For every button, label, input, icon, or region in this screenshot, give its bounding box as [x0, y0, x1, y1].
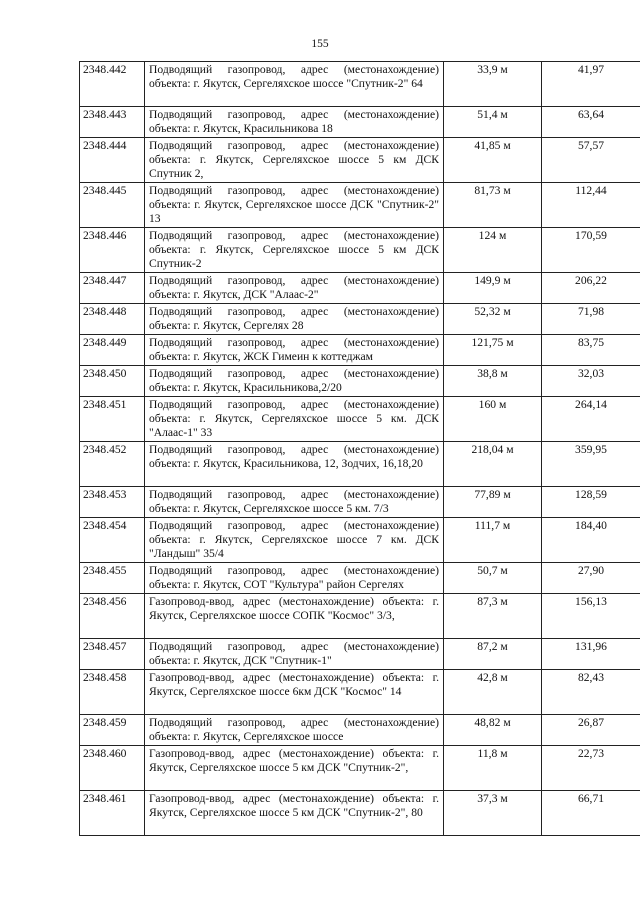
row-description: Подводящий газопровод, адрес (местонахождение) объекта: г. Якутск, Красильникова,2/20: [145, 366, 444, 397]
row-description: Подводящий газопровод, адрес (местонахождение) объекта: г. Якутск, ДСК "Спутник-1": [145, 639, 444, 670]
row-description: Подводящий газопровод, адрес (местонахождение) объекта: г. Якутск, Красильникова, 12, Зодчих, 16,18,20: [145, 442, 444, 487]
row-description: Подводящий газопровод, адрес (местонахождение) объекта: г. Якутск, ДСК "Алаас-2": [145, 273, 444, 304]
row-id: 2348.459: [80, 715, 145, 746]
row-description: Подводящий газопровод, адрес (местонахождение) объекта: г. Якутск, Сергеляхское шоссе 5 км ДСК Спутник-2: [145, 228, 444, 273]
row-value: 128,59: [542, 487, 640, 518]
row-value: 112,44: [542, 183, 640, 228]
row-length: 41,85 м: [444, 138, 542, 183]
row-length: 111,7 м: [444, 518, 542, 563]
page-number: 155: [311, 38, 329, 50]
table-row: [80, 563, 640, 594]
table-row: [80, 273, 640, 304]
row-description: Подводящий газопровод, адрес (местонахождение) объекта: г. Якутск, Сергеляхское шоссе: [145, 715, 444, 746]
row-length: 124 м: [444, 228, 542, 273]
row-id: 2348.460: [80, 746, 145, 791]
row-description: Подводящий газопровод, адрес (местонахождение) объекта: г. Якутск, СОТ "Культура" район Сергелях: [145, 563, 444, 594]
table-row: [80, 228, 640, 273]
row-value: 32,03: [542, 366, 640, 397]
row-description: Подводящий газопровод, адрес (местонахождение) объекта: г. Якутск, Сергеляхское шоссе 5 км. 7/3: [145, 487, 444, 518]
row-id: 2348.443: [80, 107, 145, 138]
row-description: Газопровод-ввод, адрес (местонахождение) объекта: г. Якутск, Сергеляхское шоссе 5 км ДСК "Спутник-2", 80: [145, 791, 444, 836]
row-id: 2348.452: [80, 442, 145, 487]
row-value: 83,75: [542, 335, 640, 366]
row-length: 51,4 м: [444, 107, 542, 138]
row-value: 184,40: [542, 518, 640, 563]
row-length: 42,8 м: [444, 670, 542, 715]
row-value: 22,73: [542, 746, 640, 791]
row-length: 11,8 м: [444, 746, 542, 791]
row-length: 149,9 м: [444, 273, 542, 304]
table-row: [80, 62, 640, 107]
row-id: 2348.455: [80, 563, 145, 594]
row-length: 87,3 м: [444, 594, 542, 639]
row-id: 2348.449: [80, 335, 145, 366]
property-table: [79, 61, 640, 836]
row-value: 66,71: [542, 791, 640, 836]
row-value: 264,14: [542, 397, 640, 442]
row-length: 218,04 м: [444, 442, 542, 487]
row-description: Подводящий газопровод, адрес (местонахождение) объекта: г. Якутск, Сергеляхское шоссе 7 км. ДСК "Ландыш" 35/4: [145, 518, 444, 563]
table-row: [80, 670, 640, 715]
row-length: 33,9 м: [444, 62, 542, 107]
row-length: 160 м: [444, 397, 542, 442]
row-value: 57,57: [542, 138, 640, 183]
table-row: [80, 138, 640, 183]
row-length: 87,2 м: [444, 639, 542, 670]
row-description: Подводящий газопровод, адрес (местонахождение) объекта: г. Якутск, Сергеляхское шоссе 5 км ДСК Спутник 2,: [145, 138, 444, 183]
row-value: 170,59: [542, 228, 640, 273]
row-id: 2348.450: [80, 366, 145, 397]
table-row: [80, 518, 640, 563]
row-id: 2348.454: [80, 518, 145, 563]
table-row: [80, 791, 640, 836]
row-value: 63,64: [542, 107, 640, 138]
row-value: 206,22: [542, 273, 640, 304]
row-id: 2348.457: [80, 639, 145, 670]
row-length: 48,82 м: [444, 715, 542, 746]
row-value: 131,96: [542, 639, 640, 670]
table-row: [80, 183, 640, 228]
row-description: Газопровод-ввод, адрес (местонахождение) объекта: г. Якутск, Сергеляхское шоссе 5 км ДСК "Спутник-2",: [145, 746, 444, 791]
row-description: Подводящий газопровод, адрес (местонахождение) объекта: г. Якутск, Сергеляхское шоссе ДСК "Спутник-2" 13: [145, 183, 444, 228]
row-id: 2348.442: [80, 62, 145, 107]
table-row: [80, 487, 640, 518]
row-length: 81,73 м: [444, 183, 542, 228]
table-row: [80, 746, 640, 791]
row-id: 2348.453: [80, 487, 145, 518]
table-row: [80, 304, 640, 335]
row-length: 52,32 м: [444, 304, 542, 335]
row-description: Газопровод-ввод, адрес (местонахождение) объекта: г. Якутск, Сергеляхское шоссе 6км ДСК "Космос" 14: [145, 670, 444, 715]
row-value: 71,98: [542, 304, 640, 335]
row-value: 156,13: [542, 594, 640, 639]
row-id: 2348.461: [80, 791, 145, 836]
row-id: 2348.456: [80, 594, 145, 639]
row-description: Подводящий газопровод, адрес (местонахождение) объекта: г. Якутск, Красильникова 18: [145, 107, 444, 138]
table-row: [80, 639, 640, 670]
row-length: 121,75 м: [444, 335, 542, 366]
table-row: [80, 335, 640, 366]
table-row: [80, 107, 640, 138]
row-length: 37,3 м: [444, 791, 542, 836]
row-length: 77,89 м: [444, 487, 542, 518]
row-description: Подводящий газопровод, адрес (местонахождение) объекта: г. Якутск, Сергеляхское шоссе 5 км. ДСК "Алаас-1" 33: [145, 397, 444, 442]
row-value: 359,95: [542, 442, 640, 487]
table-row: [80, 397, 640, 442]
row-description: Подводящий газопровод, адрес (местонахождение) объекта: г. Якутск, Сергелях 28: [145, 304, 444, 335]
row-description: Подводящий газопровод, адрес (местонахождение) объекта: г. Якутск, ЖСК Гимеин к коттеджам: [145, 335, 444, 366]
table-row: [80, 715, 640, 746]
row-id: 2348.448: [80, 304, 145, 335]
row-value: 26,87: [542, 715, 640, 746]
row-length: 38,8 м: [444, 366, 542, 397]
row-description: Газопровод-ввод, адрес (местонахождение) объекта: г. Якутск, Сергеляхское шоссе СОПК "Космос" 3/3,: [145, 594, 444, 639]
row-value: 41,97: [542, 62, 640, 107]
table-row: [80, 442, 640, 487]
row-id: 2348.444: [80, 138, 145, 183]
row-id: 2348.458: [80, 670, 145, 715]
row-id: 2348.446: [80, 228, 145, 273]
row-value: 82,43: [542, 670, 640, 715]
row-value: 27,90: [542, 563, 640, 594]
table-row: [80, 594, 640, 639]
row-id: 2348.445: [80, 183, 145, 228]
row-description: Подводящий газопровод, адрес (местонахождение) объекта: г. Якутск, Сергеляхское шоссе "Спутник-2" 64: [145, 62, 444, 107]
row-id: 2348.451: [80, 397, 145, 442]
table-row: [80, 366, 640, 397]
row-length: 50,7 м: [444, 563, 542, 594]
row-id: 2348.447: [80, 273, 145, 304]
